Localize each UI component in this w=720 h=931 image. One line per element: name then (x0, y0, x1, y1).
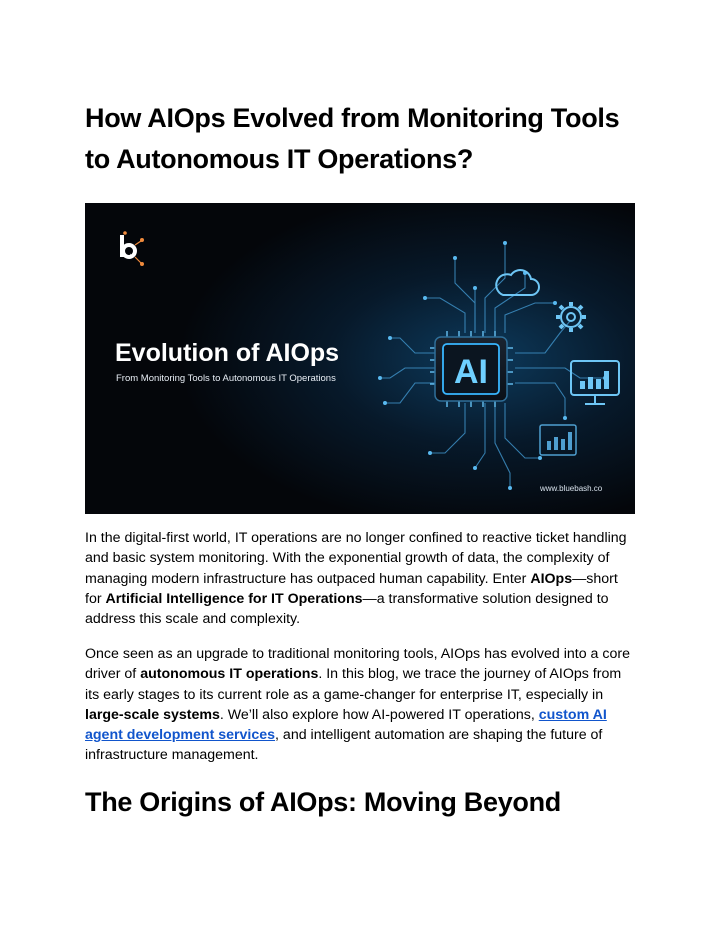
p1-text-3: —a transformative solution designed to address this scale and complexity. (85, 590, 609, 628)
intro-paragraph (85, 528, 635, 629)
custom-ai-agent-link[interactable]: custom AI agent development services (85, 706, 607, 744)
p1-bold-aiops: AIOps (530, 570, 573, 587)
p2-text-1: Once seen as an upgrade to traditional monitoring tools, AIOps has evolved into a core driver of (85, 646, 630, 683)
p2-bold-autonomous: autonomous IT operations (140, 666, 319, 683)
hero-graphic (85, 203, 635, 514)
website-label: www.bluebash.co (540, 484, 603, 493)
p2-text-3: . We’ll also explore how AI-powered IT operations, (219, 706, 539, 723)
chip-label: AI (454, 353, 488, 391)
p2-text-2: . In this blog, we trace the journey of AIOps from its early stages to its current role as a game-changer for enterprise IT, especially in (85, 666, 622, 703)
second-paragraph (85, 644, 635, 766)
hero-subheading: From Monitoring Tools to Autonomous IT Operations (116, 373, 336, 384)
page-title: How AIOps Evolved from Monitoring Tools to Autonomous IT Operations? (85, 103, 620, 174)
p1-bold-definition: Artificial Intelligence for IT Operations (105, 590, 363, 607)
p2-bold-large-scale: large-scale systems (85, 706, 220, 723)
ai-chip (430, 331, 513, 407)
section-heading: The Origins of AIOps: Moving Beyond (85, 787, 562, 817)
p2-text-4: , and intelligent automation are shaping the future of infrastructure management. (85, 727, 603, 764)
hero-heading: Evolution of AIOps (115, 339, 340, 367)
logo-letter: b (130, 254, 132, 256)
hero-image (85, 203, 635, 514)
p1-text-2: —short for (85, 570, 618, 607)
p1-text-1: In the digital-first world, IT operations are no longer confined to reactive ticket handling and basic system monitoring. With the exponential growth of data, the complexity of managing modern infrastructure has outpaced human capability. Enter (85, 530, 627, 587)
